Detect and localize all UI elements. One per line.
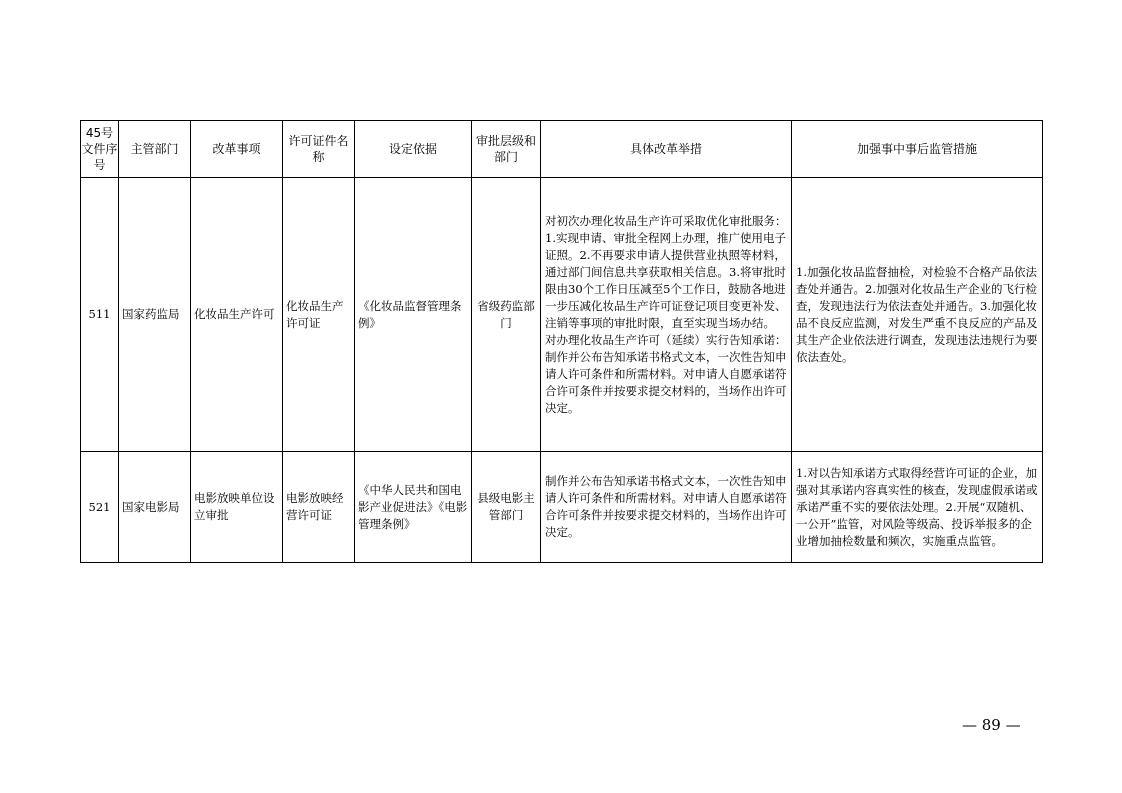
header-license: 许可证件名称 xyxy=(283,121,355,178)
header-measures: 具体改革举措 xyxy=(541,121,792,178)
cell-doc-no: 511 xyxy=(81,178,119,452)
header-supervision: 加强事中事后监管措施 xyxy=(792,121,1043,178)
cell-basis: 《化妆品监督管理条例》 xyxy=(355,178,472,452)
cell-doc-no: 521 xyxy=(81,452,119,563)
cell-supervision: 1.对以告知承诺方式取得经营许可证的企业，加强对其承诺内容真实性的核查，发现虚假承诺或承诺严重不实的要依法处理。2.开展“双随机、一公开”监管，对风险等级高、投诉举报多的企业增加抽检数量和频次，实施重点监管。 xyxy=(792,452,1043,563)
header-basis: 设定依据 xyxy=(355,121,472,178)
header-dept: 主管部门 xyxy=(119,121,191,178)
cell-item: 电影放映单位设立审批 xyxy=(191,452,283,563)
cell-level: 县级电影主管部门 xyxy=(472,452,541,563)
table-row xyxy=(81,178,1043,452)
cell-dept: 国家药监局 xyxy=(119,178,191,452)
reform-table xyxy=(80,120,1043,563)
cell-license: 化妆品生产许可证 xyxy=(283,178,355,452)
cell-basis: 《中华人民共和国电影产业促进法》《电影管理条例》 xyxy=(355,452,472,563)
table-row xyxy=(81,452,1043,563)
cell-dept: 国家电影局 xyxy=(119,452,191,563)
cell-level: 省级药监部门 xyxy=(472,178,541,452)
cell-supervision: 1.加强化妆品监督抽检，对检验不合格产品依法查处并通告。2.加强对化妆品生产企业的飞行检查，发现违法行为依法查处并通告。3.加强化妆品不良反应监测，对发生严重不良反应的产品及其生产企业依法进行调查，发现违法违规行为要依法查处。 xyxy=(792,178,1043,452)
header-doc-no: 45号文件序号 xyxy=(81,121,119,178)
page-number: — 89 — xyxy=(962,716,1021,734)
measures-paragraph-2: 对办理化妆品生产许可（延续）实行告知承诺：制作并公布告知承诺书格式文本，一次性告知申请人许可条件和所需材料。对申请人自愿承诺符合许可条件并按要求提交材料的，当场作出许可决定。 xyxy=(545,332,787,415)
header-level: 审批层级和部门 xyxy=(472,121,541,178)
header-item: 改革事项 xyxy=(191,121,283,178)
cell-measures: 制作并公布告知承诺书格式文本，一次性告知申请人许可条件和所需材料。对申请人自愿承诺符合许可条件并按要求提交材料的，当场作出许可决定。 xyxy=(541,452,792,563)
table-header-row xyxy=(81,121,1043,178)
measures-paragraph-1: 对初次办理化妆品生产许可采取优化审批服务：1.实现申请、审批全程网上办理，推广使用电子证照。2.不再要求申请人提供营业执照等材料，通过部门间信息共享获取相关信息。3.将审批时限由30个工作日压减至5个工作日，鼓励各地进一步压减化妆品生产许可证登记项目变更补发、注销等事项的审批时限，直至实现当场办结。 xyxy=(545,213,787,330)
cell-item: 化妆品生产许可 xyxy=(191,178,283,452)
cell-measures xyxy=(541,178,792,452)
cell-license: 电影放映经营许可证 xyxy=(283,452,355,563)
